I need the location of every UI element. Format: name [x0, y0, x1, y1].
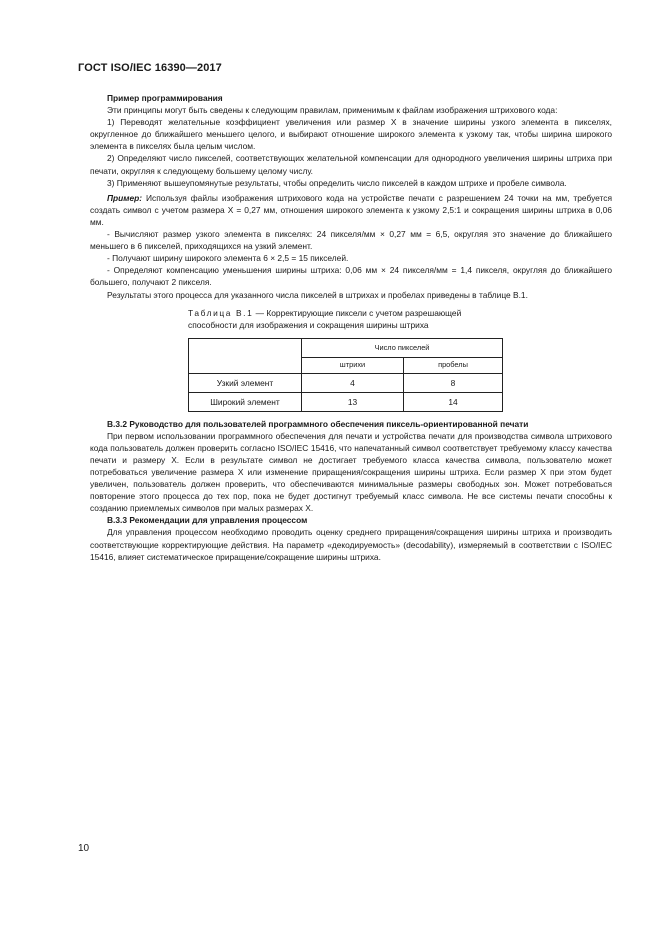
- section-b32-text: При первом использовании программного обеспечения для печати и устройства печати для производства символа штрихового кода пользователь должен проверить согласно ISO/IEC 15416, что напечатанный символ соответствует требуемому классу качества печати и размеру X. Если в результате символ не достигает требуемого класса качества символа, пользователю может потребоваться увеличение размера X или изменение приращения/сокращения ширины штриха. Если размер X при этом будет увеличен, пользователь должен проверить, что обеспечиваются минимальные размеры свободных зон. Может потребоваться повторение этого процесса до тех пор, пока не будет достигнут требуемый класс символа. Не все системы печати способны к созданию приемлемых символов при малых размерах X.: [90, 430, 612, 514]
- table-row: [189, 373, 503, 392]
- example-paragraph: [90, 192, 612, 228]
- section-b33-heading: В.3.3 Рекомендации для управления процессом: [107, 515, 308, 526]
- table-caption-text: Корректирующие пиксели с учетом разрешающей способности для изображения и сокращения ширины штриха: [188, 307, 462, 330]
- table-caption-dash: —: [255, 307, 265, 318]
- table-row-label: Широкий элемент: [189, 392, 302, 411]
- table-corner-cell: [189, 338, 302, 373]
- rule-2-paragraph: 2) Определяют число пикселей, соответствующих желательной компенсации для однородного увеличения ширины штриха при печати, округляя к следующему большему целому числу.: [90, 153, 612, 176]
- table-row-label: Узкий элемент: [189, 373, 302, 392]
- pixels-table: [188, 338, 503, 412]
- step-3-paragraph: - Определяют компенсацию уменьшения ширины штриха: 0,06 мм × 24 пикселя/мм = 1,4 пикселя, округляя до ближайшего большего, получают 2 пикселя.: [90, 265, 612, 288]
- page-number: 10: [78, 843, 90, 854]
- document-header: ГОСТ ISO/IEC 16390—2017: [78, 62, 222, 74]
- example-heading: Пример программирования: [107, 93, 223, 103]
- table-cell-spaces: 8: [404, 373, 503, 392]
- rule-1-paragraph: 1) Переводят желательные коэффициент увеличения или размер X в значение ширины узкого элемента в пикселях, округленное до ближайшего меньшего целого, и выбирают отношение широкого элемента к узкому так, чтобы ширина широкого элемента в пикселях была целым числом.: [90, 117, 612, 152]
- intro-paragraph: Эти принципы могут быть сведены к следующим правилам, применимым к файлам изображения штрихового кода:: [107, 105, 558, 116]
- step-1-paragraph: - Вычисляют размер узкого элемента в пикселях: 24 пикселя/мм × 0,27 мм = 6,5, округляя это значение до ближайшего меньшего в 6 пикселей, приходящихся на узкий элемент.: [90, 229, 612, 252]
- rule-3-paragraph: 3) Применяют вышеупомянутые результаты, чтобы определить число пикселей в каждом штрихе и пробеле символа.: [107, 177, 567, 188]
- table-cell-bars: 13: [302, 392, 404, 411]
- table-group-header: Число пикселей: [302, 338, 503, 357]
- table-cell-bars: 4: [302, 373, 404, 392]
- page-content: [90, 92, 612, 563]
- results-paragraph: Результаты этого процесса для указанного числа пикселей в штрихах и пробелах приведены в таблице В.1.: [107, 289, 528, 300]
- table-caption: [188, 307, 506, 331]
- example-label: Пример:: [107, 192, 143, 203]
- table-col-header-bars: штрихи: [302, 357, 404, 373]
- example-text: Используя файлы изображения штрихового кода на устройстве печати с разрешением 24 точки на мм, требуется создать символ с учетом размера X = 0,27 мм, отношения широкого элемента к узкому 2,5:1 и сокращения ширины штриха в 0,06 мм.: [90, 192, 613, 227]
- table-row: [189, 392, 503, 411]
- table-caption-label: Таблица В.1: [188, 307, 254, 318]
- table-col-header-spaces: пробелы: [404, 357, 503, 373]
- table-cell-spaces: 14: [404, 392, 503, 411]
- section-b33-text: Для управления процессом необходимо проводить оценку среднего приращения/сокращения ширины штриха и производить соответствующие корректирующие действия. На параметр «декодируемость» (decodability), измеряемый в соответствии с ISO/IEC 15416, влияет систематическое приращение/сокращение ширины штриха.: [90, 527, 612, 562]
- step-2-paragraph: - Получают ширину широкого элемента 6 × 2,5 = 15 пикселей.: [107, 253, 349, 264]
- section-b32-heading: В.3.2 Руководство для пользователей программного обеспечения пиксель-ориентированной печати: [107, 418, 529, 429]
